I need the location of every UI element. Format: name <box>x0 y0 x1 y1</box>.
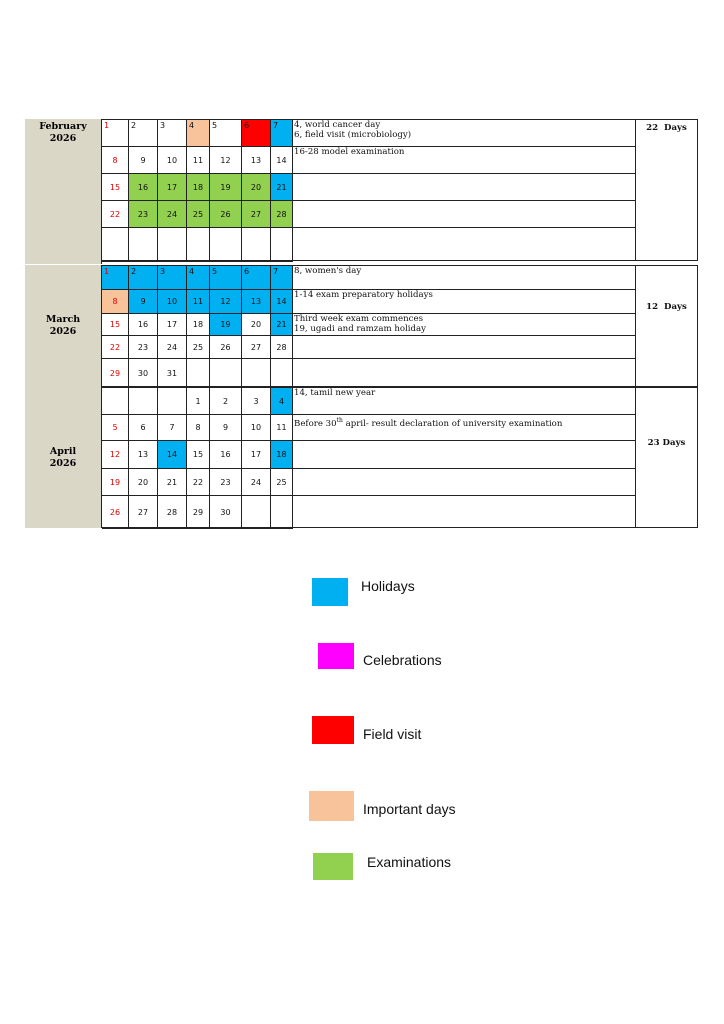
day-cell: 5 <box>210 120 242 147</box>
day-cell: 22 <box>102 336 129 359</box>
day-cell: 12 <box>210 147 242 174</box>
day-cell: 16 <box>129 174 158 201</box>
legend-label: Examinations <box>367 854 452 870</box>
day-cell: 7 <box>158 415 187 441</box>
day-cell: 2 <box>210 388 242 415</box>
day-cell <box>210 228 242 262</box>
day-cell: 14 <box>271 147 293 174</box>
day-cell: 3 <box>242 388 271 415</box>
day-cell: 3 <box>158 120 187 147</box>
day-cell: 19 <box>210 174 242 201</box>
note-row: Third week exam commences 19, ugadi and ramzam holiday <box>293 314 635 336</box>
day-cell <box>129 228 158 262</box>
day-cell: 28 <box>271 336 293 359</box>
note-row <box>293 228 635 260</box>
day-cell: 15 <box>102 174 129 201</box>
day-cell: 1 <box>102 266 129 290</box>
day-cell: 14 <box>271 290 293 314</box>
day-cell: 10 <box>158 290 187 314</box>
note-row: 16-28 model examination <box>293 147 635 174</box>
legend-swatch <box>309 791 354 821</box>
day-cell: 8 <box>187 415 210 441</box>
day-cell: 27 <box>129 496 158 529</box>
day-cell <box>102 388 129 415</box>
day-cell: 8 <box>102 290 129 314</box>
day-cell: 10 <box>242 415 271 441</box>
day-cell: 16 <box>210 441 242 469</box>
day-cell: 13 <box>242 147 271 174</box>
day-cell <box>271 228 293 262</box>
day-cell: 25 <box>187 336 210 359</box>
month-block-april <box>25 387 698 528</box>
day-cell: 30 <box>129 359 158 388</box>
working-days-count: 12 Days <box>646 302 687 312</box>
day-cell: 11 <box>187 290 210 314</box>
day-cell: 29 <box>102 359 129 388</box>
day-cell: 18 <box>187 314 210 336</box>
day-cell: 11 <box>187 147 210 174</box>
day-cell: 17 <box>158 314 187 336</box>
day-cell <box>242 359 271 388</box>
day-cell: 29 <box>187 496 210 529</box>
day-cell: 20 <box>129 469 158 496</box>
notes-column <box>293 388 636 527</box>
day-cell: 28 <box>271 201 293 228</box>
month-block-march <box>25 265 698 387</box>
day-cell: 3 <box>158 266 187 290</box>
day-cell: 9 <box>129 290 158 314</box>
note-row <box>293 441 635 469</box>
month-label <box>25 265 102 387</box>
day-cell: 24 <box>242 469 271 496</box>
month-grid <box>101 119 698 261</box>
notes-column <box>293 120 636 260</box>
day-cell: 30 <box>210 496 242 529</box>
day-cell <box>271 496 293 529</box>
legend-label: Field visit <box>363 726 422 742</box>
day-cell: 5 <box>210 266 242 290</box>
day-cell <box>158 388 187 415</box>
day-cell: 23 <box>129 336 158 359</box>
note-row: 1-14 exam preparatory holidays <box>293 290 635 314</box>
month-grid <box>101 387 698 528</box>
day-cell <box>242 228 271 262</box>
day-cell: 18 <box>187 174 210 201</box>
day-cell: 7 <box>271 266 293 290</box>
day-cell: 10 <box>158 147 187 174</box>
legend-label: Important days <box>363 801 456 817</box>
day-cell: 11 <box>271 415 293 441</box>
day-cell: 26 <box>210 336 242 359</box>
day-cell: 26 <box>210 201 242 228</box>
working-days-count: 23 Days <box>647 438 686 448</box>
day-cell: 4 <box>271 388 293 415</box>
day-cell: 24 <box>158 201 187 228</box>
month-year: 2026 <box>49 457 77 469</box>
day-cell: 2 <box>129 120 158 147</box>
note-row <box>293 469 635 496</box>
day-cell: 21 <box>271 174 293 201</box>
day-cell <box>158 228 187 262</box>
month-block-february <box>25 119 698 262</box>
day-cell: 15 <box>187 441 210 469</box>
day-cell: 31 <box>158 359 187 388</box>
day-cell <box>242 496 271 529</box>
day-cell: 1 <box>102 120 129 147</box>
day-cell <box>129 388 158 415</box>
day-cell: 23 <box>210 469 242 496</box>
day-cell: 13 <box>242 290 271 314</box>
day-cell: 27 <box>242 336 271 359</box>
day-cell: 4 <box>187 266 210 290</box>
day-cell: 22 <box>187 469 210 496</box>
note-row: 8, women's day <box>293 266 635 290</box>
month-name: April <box>49 445 77 457</box>
day-cell: 21 <box>271 314 293 336</box>
day-cell: 17 <box>242 441 271 469</box>
day-cell: 23 <box>129 201 158 228</box>
day-cell: 19 <box>210 314 242 336</box>
day-cell: 6 <box>129 415 158 441</box>
month-name: February <box>39 121 87 132</box>
day-cell: 5 <box>102 415 129 441</box>
day-cell <box>210 359 242 388</box>
day-cell: 6 <box>242 120 271 147</box>
day-cell: 2 <box>129 266 158 290</box>
month-label <box>25 387 102 528</box>
day-cell: 25 <box>271 469 293 496</box>
day-cell: 27 <box>242 201 271 228</box>
day-cell: 8 <box>102 147 129 174</box>
day-cell: 13 <box>129 441 158 469</box>
legend-swatch <box>318 643 354 669</box>
day-cell: 20 <box>242 314 271 336</box>
month-year: 2026 <box>49 133 77 144</box>
legend-swatch <box>312 716 354 744</box>
month-grid <box>101 265 698 387</box>
note-row <box>293 359 635 386</box>
day-cell: 12 <box>102 441 129 469</box>
legend-label: Holidays <box>361 578 415 594</box>
day-cell: 7 <box>271 120 293 147</box>
note-row: 4, world cancer day 6, field visit (microbiology) <box>293 120 635 147</box>
day-cell: 19 <box>102 469 129 496</box>
month-name: March <box>45 314 81 325</box>
day-cell <box>271 359 293 388</box>
note-row: 14, tamil new year <box>293 388 635 415</box>
day-cell: 15 <box>102 314 129 336</box>
legend-swatch <box>312 578 348 606</box>
legend-swatch <box>313 853 353 880</box>
day-cell: 9 <box>129 147 158 174</box>
day-cell: 20 <box>242 174 271 201</box>
note-row <box>293 336 635 359</box>
day-cell: 24 <box>158 336 187 359</box>
day-cell: 22 <box>102 201 129 228</box>
note-row <box>293 174 635 201</box>
day-cell: 4 <box>187 120 210 147</box>
day-cell: 16 <box>129 314 158 336</box>
working-days-count: 22 Days <box>646 123 687 133</box>
note-row <box>293 201 635 228</box>
day-cell: 1 <box>187 388 210 415</box>
month-year: 2026 <box>49 326 77 337</box>
day-cell: 14 <box>158 441 187 469</box>
day-cell: 12 <box>210 290 242 314</box>
day-cell <box>187 359 210 388</box>
legend-label: Celebrations <box>363 652 442 668</box>
day-cell: 6 <box>242 266 271 290</box>
note-row: Before 30th april- result declaration of university examination <box>293 415 635 441</box>
day-cell: 21 <box>158 469 187 496</box>
day-cell: 26 <box>102 496 129 529</box>
day-cell: 18 <box>271 441 293 469</box>
day-cell: 9 <box>210 415 242 441</box>
day-cell: 25 <box>187 201 210 228</box>
notes-column <box>293 266 636 386</box>
day-cell: 28 <box>158 496 187 529</box>
note-row <box>293 496 635 527</box>
day-cell <box>102 228 129 262</box>
day-cell <box>187 228 210 262</box>
month-label <box>25 119 102 264</box>
day-cell: 17 <box>158 174 187 201</box>
